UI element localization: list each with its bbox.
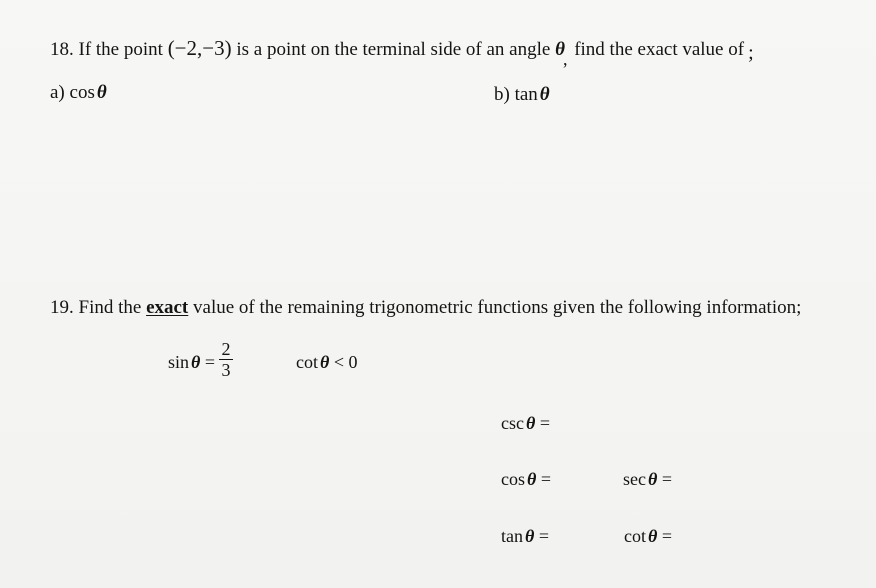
answer-cot bbox=[624, 526, 672, 547]
answer-cot-theta: θ bbox=[648, 526, 658, 546]
part-a-label: a) bbox=[50, 82, 65, 103]
question-18-end-mark: ; bbox=[748, 42, 754, 64]
question-18-part-b bbox=[494, 84, 550, 106]
question-19-number: 19. bbox=[50, 297, 74, 318]
part-b-theta: θ bbox=[539, 84, 550, 105]
answer-tan-function: tan bbox=[501, 526, 523, 546]
answer-cos bbox=[501, 469, 551, 490]
given-sin-function: sin bbox=[168, 352, 190, 372]
part-a-theta: θ bbox=[96, 82, 107, 103]
answer-sec bbox=[623, 469, 672, 490]
question-19-text-before: Find the bbox=[78, 297, 142, 318]
question-18-prompt bbox=[50, 36, 754, 69]
answer-csc-function: csc bbox=[501, 413, 524, 433]
given-sin-fraction bbox=[218, 340, 234, 379]
answer-cos-equals: = bbox=[540, 469, 551, 489]
answer-cot-equals: = bbox=[661, 526, 672, 546]
answer-tan-theta: θ bbox=[525, 526, 535, 546]
given-sin-denominator: 3 bbox=[221, 360, 231, 380]
answer-tan-equals: = bbox=[538, 526, 549, 546]
answer-cot-function: cot bbox=[624, 526, 646, 546]
answer-sec-equals: = bbox=[661, 469, 672, 489]
question-18-angle-symbol: θ bbox=[555, 39, 565, 60]
given-cot-theta: θ bbox=[320, 352, 330, 372]
answer-sec-theta: θ bbox=[647, 469, 658, 489]
question-18-point: (−2,−3) bbox=[167, 36, 232, 60]
question-18-text-before: If the point bbox=[78, 39, 163, 60]
part-a-function: cos bbox=[69, 82, 95, 103]
answer-sec-function: sec bbox=[623, 469, 646, 489]
given-cot-expression bbox=[296, 352, 358, 373]
answer-cos-theta: θ bbox=[527, 469, 537, 489]
question-18-text-after: find the exact value of bbox=[574, 39, 745, 60]
part-b-function: tan bbox=[514, 84, 538, 105]
question-18-text-middle: is a point on the terminal side of an angle bbox=[236, 39, 551, 60]
answer-csc-theta: θ bbox=[525, 413, 536, 433]
given-sin-numerator: 2 bbox=[221, 339, 231, 359]
question-18-comma: , bbox=[562, 49, 568, 69]
part-b-label: b) bbox=[494, 84, 510, 105]
question-19-text-after: value of the remaining trigonometric functions given the following information; bbox=[193, 297, 802, 318]
question-19-emphasis: exact bbox=[146, 297, 189, 318]
given-cot-relation: < 0 bbox=[333, 352, 358, 372]
question-18-number: 18. bbox=[50, 39, 74, 60]
given-sin-equals: = bbox=[204, 352, 216, 372]
given-sin-expression bbox=[168, 352, 215, 373]
given-cot-function: cot bbox=[296, 352, 318, 372]
answer-csc-equals: = bbox=[539, 413, 550, 433]
given-sin-theta: θ bbox=[191, 352, 201, 372]
answer-csc bbox=[501, 413, 550, 434]
question-19-prompt bbox=[50, 297, 801, 319]
answer-tan bbox=[501, 526, 549, 547]
question-18-part-a bbox=[50, 82, 107, 104]
answer-cos-function: cos bbox=[501, 469, 525, 489]
